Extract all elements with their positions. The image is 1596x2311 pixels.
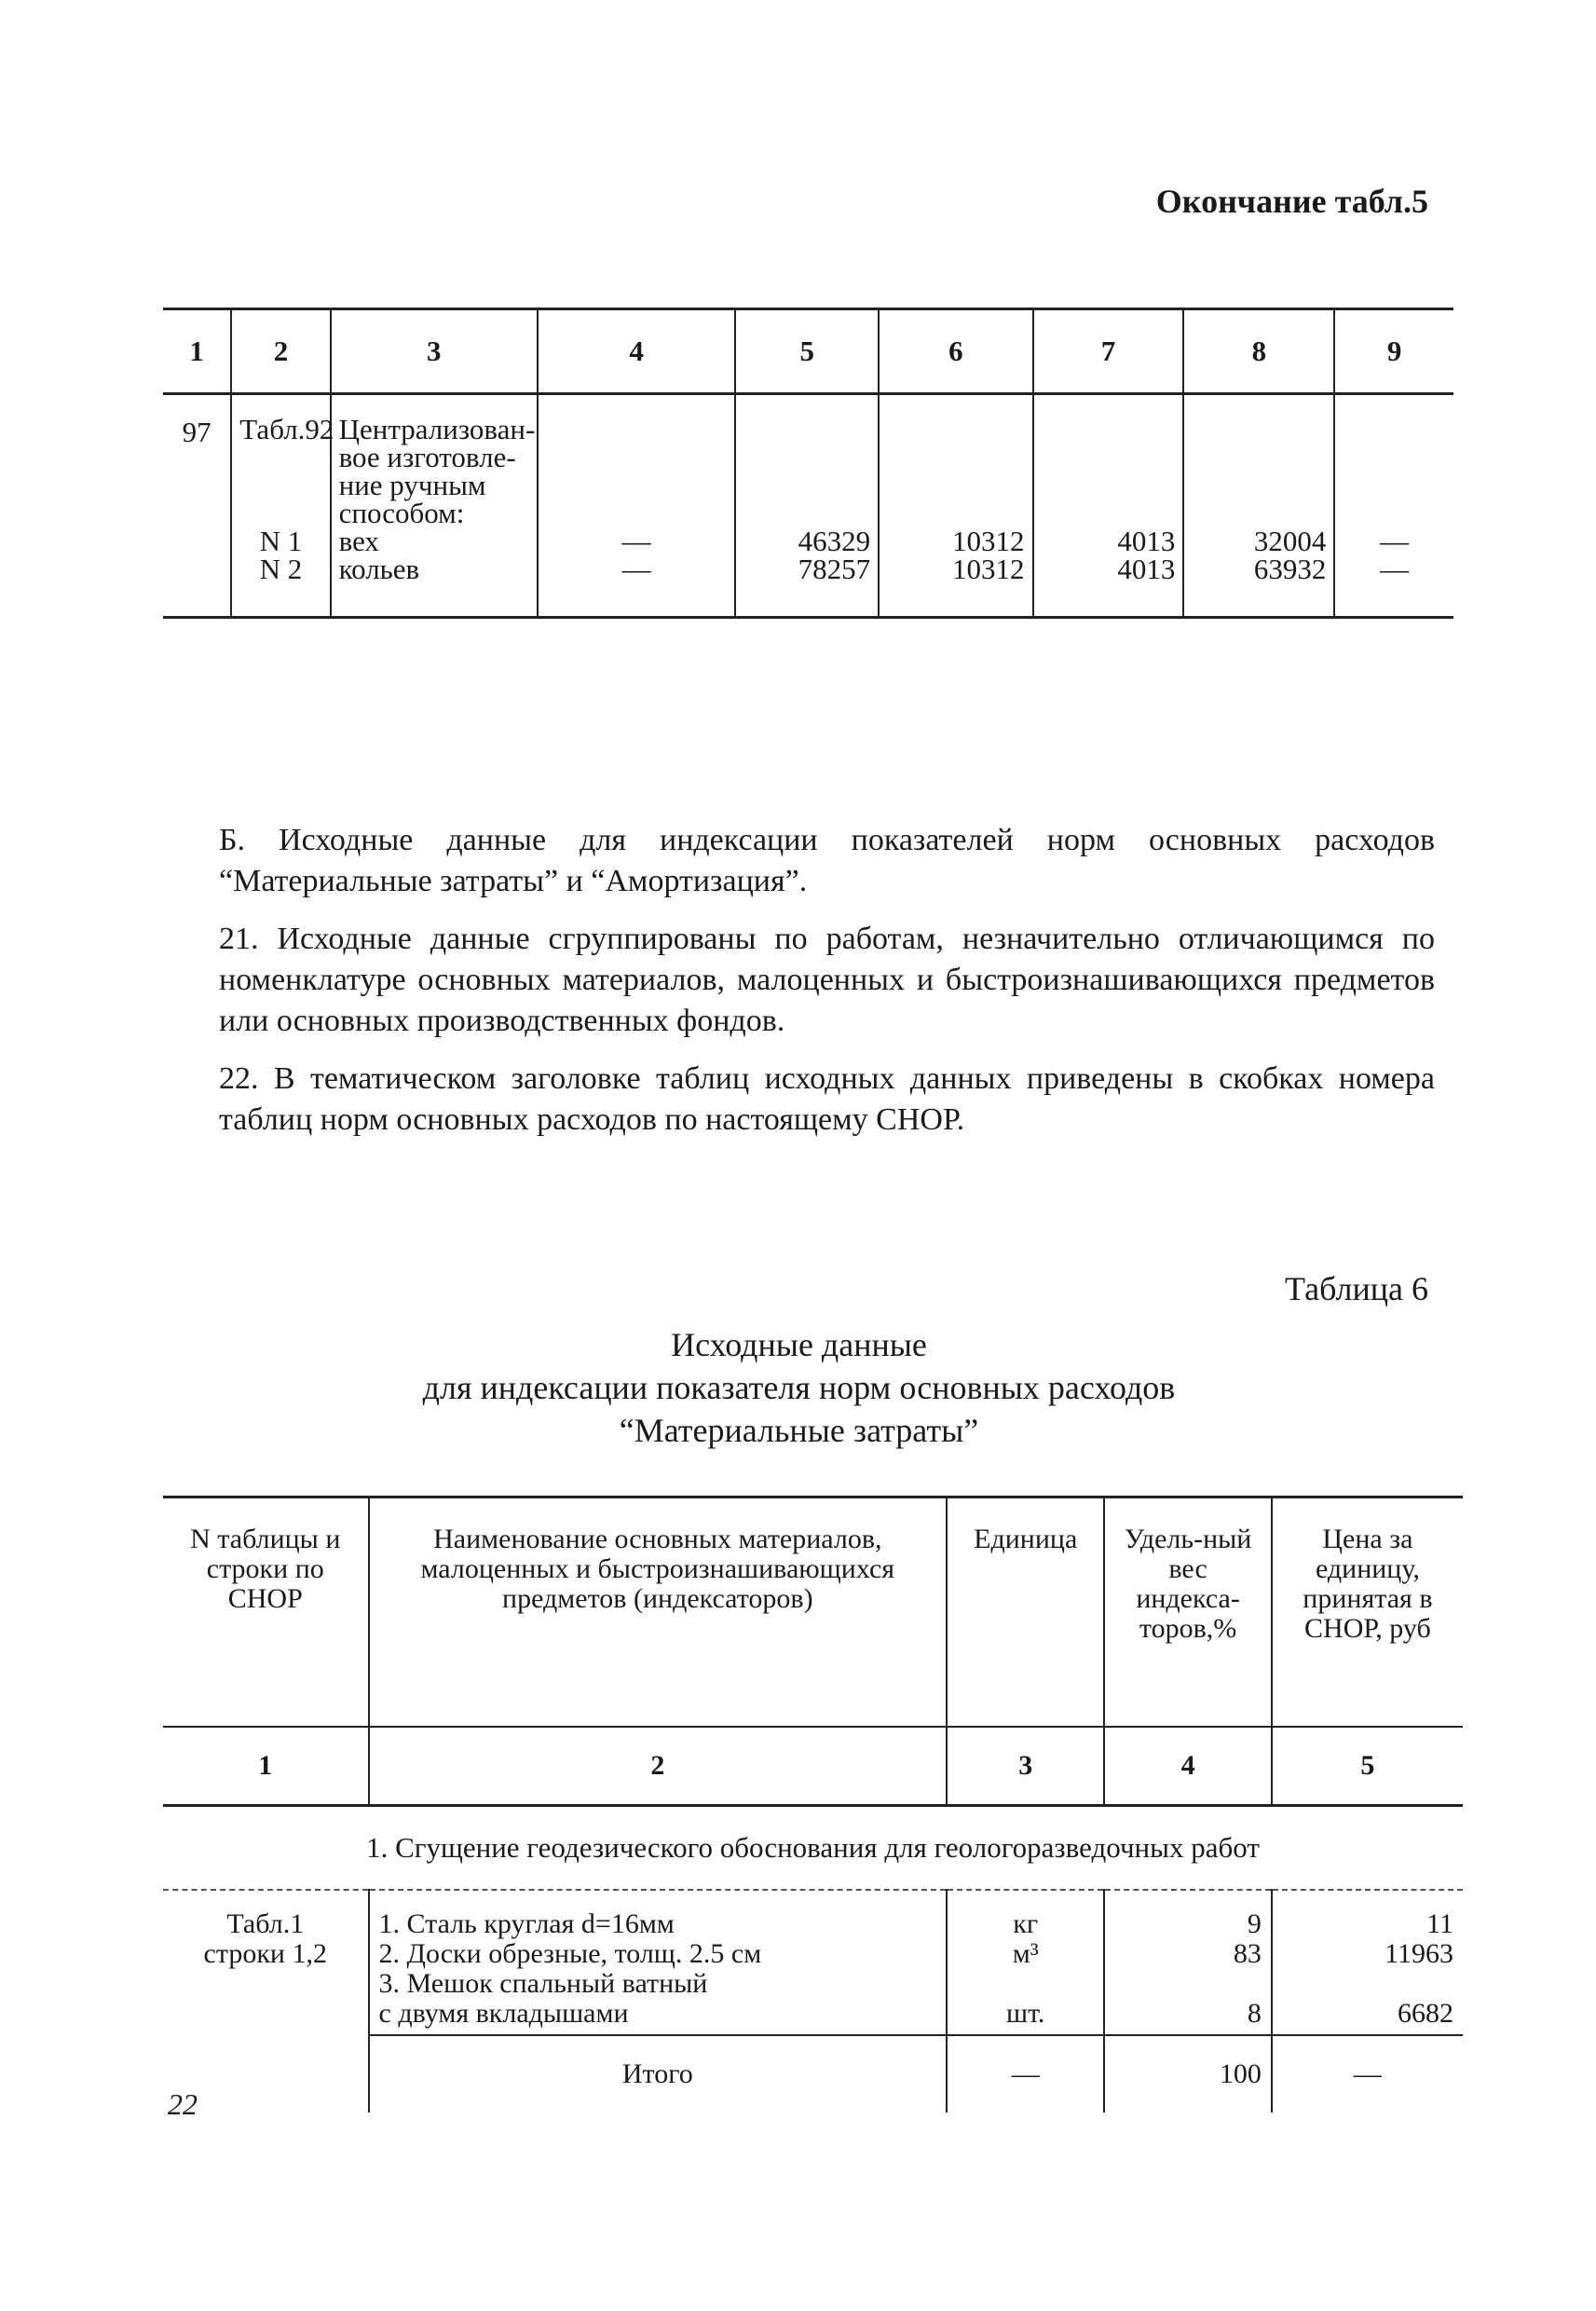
weight — [1114, 1969, 1262, 1999]
price: 11 — [1426, 1908, 1453, 1939]
cell-value: 4013 — [1117, 553, 1176, 585]
col-header: 9 — [1334, 309, 1453, 394]
col-7-values — [1033, 394, 1184, 618]
col-header: Удель-ный вес индекса-торов,% — [1104, 1497, 1272, 1728]
total-row — [163, 2035, 1463, 2113]
col-header: 8 — [1183, 309, 1334, 394]
table-6-header-row — [163, 1497, 1463, 1728]
ref-line: строки 1,2 — [203, 1938, 327, 1969]
price — [1282, 1969, 1453, 1999]
price: 6682 — [1398, 1998, 1453, 2029]
section-heading-row — [163, 1806, 1463, 1891]
col-8-values — [1183, 394, 1334, 618]
cell-value: — — [621, 525, 651, 557]
desc-line: Централизован- — [338, 413, 536, 445]
row-number: 97 — [163, 394, 231, 618]
continuation-title: Окончание табл.5 — [1155, 183, 1428, 220]
material-name: 3. Мешок спальный ватный — [378, 1968, 708, 1999]
total-label: Итого — [369, 2035, 948, 2113]
paragraph-21: 21. Исходные данные сгруппированы по работам, незначительно отличающимся по номенклатуре основных материалов, малоценных и быстроизнашивающихся предметов или основных производственных фондов. — [219, 922, 1435, 1038]
column-number: 4 — [1104, 1727, 1272, 1806]
col-header: 4 — [538, 309, 736, 394]
paragraph-22: 22. В тематическом заголовке таблиц исходных данных приведены в скобках номера таблиц норм основных расходов по настоящему СНОР. — [219, 1061, 1435, 1137]
caption-line: Исходные данные — [671, 1326, 927, 1363]
col-header: 2 — [231, 309, 330, 394]
col-header: Цена за единицу, принятая в СНОР, руб — [1272, 1497, 1463, 1728]
column-numbers-row — [163, 1727, 1463, 1806]
material-name: 2. Доски обрезные, толщ. 2.5 см — [378, 1938, 762, 1969]
caption-line: “Материальные затраты” — [619, 1412, 979, 1449]
unit: м³ — [1012, 1938, 1039, 1969]
table-ref — [231, 394, 334, 618]
paragraph-b: Б. Исходные данные для индексации показателей норм основных расходов “Материальные затраты” и “Амортизация”. — [219, 823, 1435, 898]
material-name: 1. Сталь круглая d=16мм — [378, 1908, 675, 1939]
col-header: 6 — [879, 309, 1032, 394]
col-header: 5 — [735, 309, 879, 394]
col-5-values — [735, 394, 879, 618]
table-6-caption — [163, 1323, 1435, 1452]
desc-line: ние ручным — [338, 469, 486, 501]
table-row — [163, 394, 1453, 618]
column-number: 1 — [163, 1727, 369, 1806]
page-number: 22 — [168, 2087, 198, 2121]
unit — [957, 1969, 1094, 1999]
table-reference — [163, 1890, 369, 2035]
body-text — [163, 820, 1435, 1157]
work-description — [331, 394, 538, 618]
cell-value: — — [621, 553, 651, 585]
cell-value: 10312 — [952, 553, 1025, 585]
table-row — [163, 1890, 1463, 2035]
material-names — [369, 1890, 948, 2035]
col-header: Наименование основных материалов, малоценных и быстроизнашивающихся предметов (индексаторов) — [369, 1497, 948, 1728]
column-number: 5 — [1272, 1727, 1463, 1806]
total-weight: 100 — [1104, 2035, 1272, 2113]
column-number: 3 — [947, 1727, 1104, 1806]
weight: 8 — [1247, 1998, 1262, 2029]
cell-value: 4013 — [1117, 525, 1176, 557]
total-unit: — — [947, 2035, 1104, 2113]
item-name: вех — [338, 525, 379, 557]
col-6-values — [879, 394, 1032, 618]
weight: 9 — [1247, 1908, 1262, 1939]
prices — [1272, 1890, 1463, 2035]
weight: 83 — [1233, 1938, 1262, 1969]
total-price: — — [1272, 2035, 1463, 2113]
cell-value: 32004 — [1253, 525, 1327, 557]
item-name: кольев — [338, 553, 420, 585]
units — [947, 1890, 1104, 2035]
unit: кг — [1013, 1908, 1039, 1939]
ref-line: Табл.1 — [226, 1908, 305, 1939]
caption-line: для индексации показателя норм основных расходов — [422, 1369, 1176, 1406]
desc-line: вое изготовле- — [338, 441, 516, 473]
cell-value: — — [1380, 525, 1410, 557]
table-ref-label: Табл.92 — [239, 413, 334, 445]
unit: шт. — [1005, 1998, 1045, 2029]
item-number: N 2 — [259, 553, 303, 585]
col-header: 7 — [1033, 309, 1184, 394]
cell-value: — — [1380, 553, 1410, 585]
cell-value: 78257 — [798, 553, 871, 585]
section-heading: 1. Сгущение геодезического обоснования для геологоразведочных работ — [163, 1806, 1463, 1891]
col-4-values — [538, 394, 736, 618]
cell-value: 46329 — [798, 525, 871, 557]
col-header: 1 — [163, 309, 231, 394]
col-header: Единица — [947, 1497, 1104, 1728]
table-5-continuation — [163, 308, 1453, 619]
col-9-values — [1334, 394, 1453, 618]
table-5-header-row — [163, 309, 1453, 394]
column-number: 2 — [369, 1727, 948, 1806]
col-header: N таблицы и строки по СНОР — [163, 1497, 369, 1728]
table-6-label: Таблица 6 — [1285, 1270, 1428, 1307]
material-name: с двумя вкладышами — [378, 1998, 629, 2029]
desc-line: способом: — [338, 497, 465, 529]
table-6 — [163, 1496, 1463, 2113]
cell-value: 63932 — [1253, 553, 1327, 585]
item-number: N 1 — [259, 525, 303, 557]
weights — [1104, 1890, 1272, 2035]
price: 11963 — [1385, 1938, 1453, 1969]
cell-value: 10312 — [952, 525, 1025, 557]
col-header: 3 — [331, 309, 538, 394]
